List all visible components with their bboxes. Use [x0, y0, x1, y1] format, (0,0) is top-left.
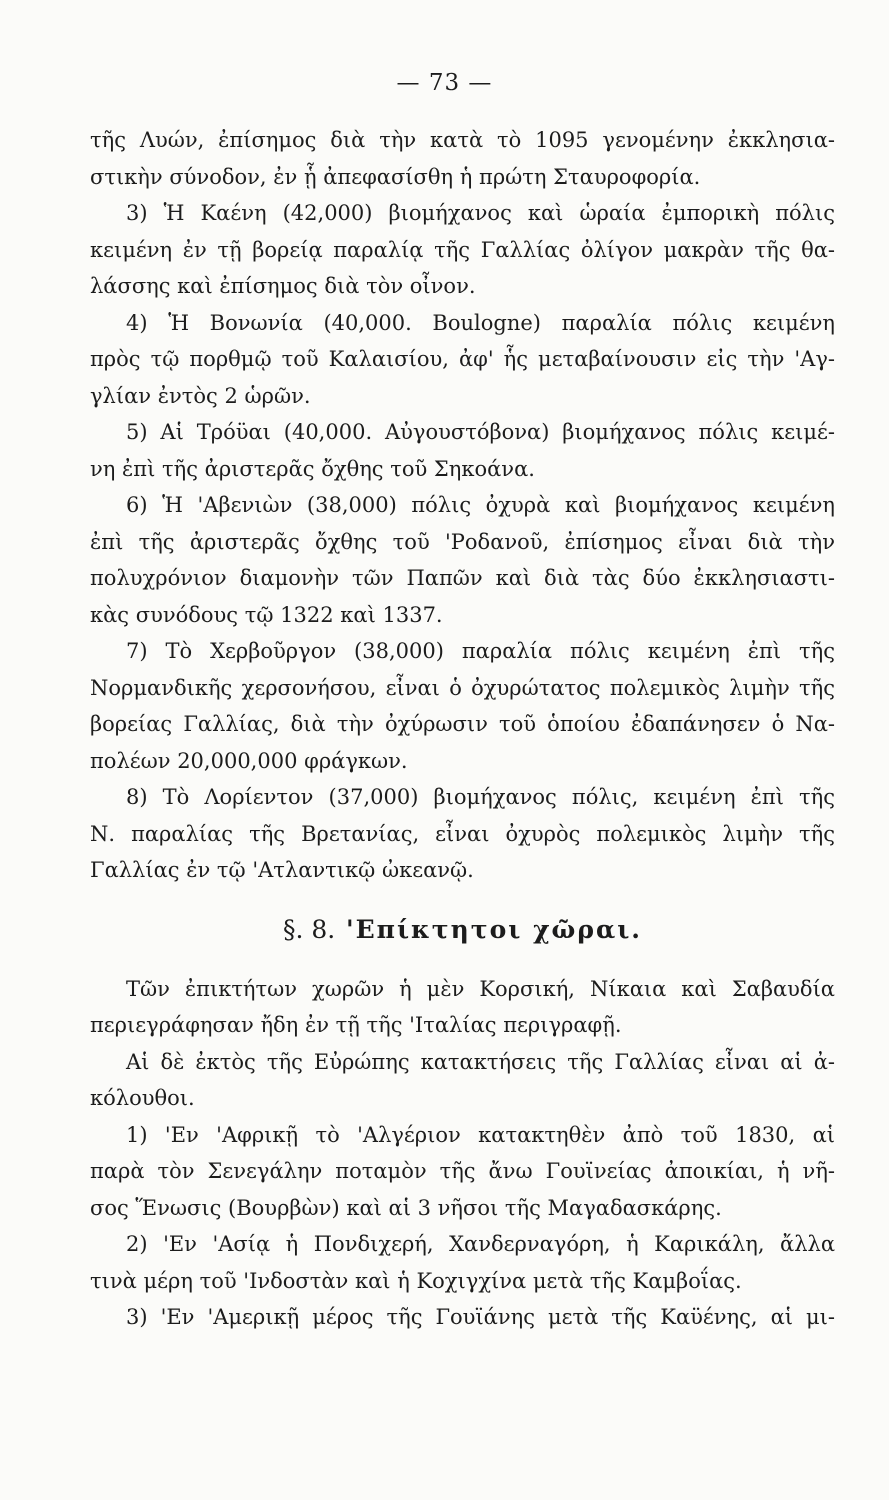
- list-item-america: [90, 1299, 835, 1336]
- text-line: Γαλλίας ἐν τῷ 'Ατλαντικῷ ὠκεανῷ.: [90, 858, 474, 882]
- text-line: σος Ἕνωσις (Βουρβὼν) καὶ αἱ 3 νῆσοι τῆς Μαγαδασκάρης.: [90, 1195, 722, 1220]
- text-line: παρὰ τὸν Σενεγάλην ποταμὸν τῆς ἄνω Γουϊνείας ἀποικίαι, ἡ νῆ-: [90, 1159, 835, 1183]
- text-line: πρὸς τῷ πορθμῷ τοῦ Καλαισίου, ἀφ' ἧς μεταβαίνουσιν εἰς τὴν 'Αγ-: [90, 347, 835, 371]
- paragraph-overseas-conquests: [90, 1044, 835, 1117]
- text-line: 3) 'Εν 'Αμερικῇ μέρος τῆς Γουϊάνης μετὰ τῆς Καϋένης, αἱ μι-: [126, 1305, 835, 1329]
- text-line: βορείας Γαλλίας, διὰ τὴν ὀχύρωσιν τοῦ ὁποίου ἐδαπάνησεν ὁ Να-: [90, 712, 835, 736]
- paragraph-lyon: [90, 122, 835, 195]
- list-item-avignon: [90, 487, 835, 633]
- text-line: 2) 'Εν 'Ασίᾳ ἡ Πονδιχερή, Χανδερναγόρη, ἡ Καρικάλη, ἄλλα: [126, 1232, 835, 1256]
- list-item-cherbourg: [90, 633, 835, 779]
- text-line: λάσσης καὶ ἐπίσημος διὰ τὸν οἶνον.: [90, 274, 476, 298]
- text-line: νη ἐπὶ τῆς ἀριστερᾶς ὄχθης τοῦ Σηκοάνα.: [90, 456, 535, 481]
- text-line: στικὴν σύνοδον, ἐν ᾗ ἀπεφασίσθη ἡ πρώτη Σταυροφορία.: [90, 164, 701, 189]
- text-line: περιεγράφησαν ἤδη ἐν τῇ τῆς 'Ιταλίας περιγραφῇ.: [90, 1013, 622, 1037]
- page-body: [90, 122, 835, 1336]
- text-line: ἐπὶ τῆς ἀριστερᾶς ὄχθης τοῦ 'Ροδανοῦ, ἐπίσημος εἶναι διὰ τὴν: [90, 529, 835, 554]
- text-line: Αἱ δὲ ἐκτὸς τῆς Εὐρώπης κατακτήσεις τῆς Γαλλίας εἶναι αἱ ἀ-: [126, 1049, 835, 1074]
- text-line: 4) Ἡ Βονωνία (40,000. Boulogne) παραλία πόλις κειμένη: [126, 310, 835, 335]
- text-line: Ν. παραλίας τῆς Βρετανίας, εἶναι ὀχυρὸς πολεμικὸς λιμὴν τῆς: [90, 821, 835, 846]
- list-item-troyes: [90, 414, 835, 487]
- list-item-caen: [90, 195, 835, 305]
- text-line: κειμένη ἐν τῇ βορείᾳ παραλίᾳ τῆς Γαλλίας ὀλίγον μακρὰν τῆς θα-: [90, 237, 835, 262]
- text-line: 5) Αἱ Τρόϋαι (40,000. Αὐγουστόβονα) βιομήχανος πόλις κειμέ-: [126, 420, 835, 444]
- text-line: γλίαν ἐντὸς 2 ὡρῶν.: [90, 383, 311, 408]
- text-line: 7) Τὸ Χερβοῦργον (38,000) παραλία πόλις κειμένη ἐπὶ τῆς: [126, 639, 835, 663]
- text-line: 8) Τὸ Λορίεντον (37,000) βιομήχανος πόλις, κειμένη ἐπὶ τῆς: [126, 785, 835, 809]
- text-line: 6) Ἡ 'Αβενιὼν (38,000) πόλις ὀχυρὰ καὶ βιομήχανος κειμένη: [126, 493, 835, 517]
- list-item-africa: [90, 1117, 835, 1227]
- text-line: τῆς Λυών, ἐπίσημος διὰ τὴν κατὰ τὸ 1095 γενομένην ἐκκλησια-: [90, 128, 835, 152]
- text-line: Τῶν ἐπικτήτων χωρῶν ἡ μὲν Κορσική, Νίκαια καὶ Σαβαυδία: [126, 976, 835, 1001]
- text-line: 3) Ἡ Καένη (42,000) βιομήχανος καὶ ὡραία ἐμπορικὴ πόλις: [126, 201, 835, 225]
- text-line: κὰς συνόδους τῷ 1322 καὶ 1337.: [90, 602, 443, 627]
- paragraph-acquired-territories: [90, 971, 835, 1044]
- text-line: 1) 'Εν 'Αφρικῇ τὸ 'Αλγέριον κατακτηθὲν ἀπὸ τοῦ 1830, αἱ: [126, 1122, 835, 1147]
- section-number: §. 8.: [282, 914, 336, 944]
- section-heading: [90, 889, 835, 971]
- text-line: Νορμανδικῆς χερσονήσου, εἶναι ὁ ὀχυρώτατος πολεμικὸς λιμὴν τῆς: [90, 675, 835, 700]
- text-line: κόλουθοι.: [90, 1086, 195, 1110]
- text-line: τινὰ μέρη τοῦ 'Ινδοστὰν καὶ ἡ Κοχιγχίνα μετὰ τῆς Καμβοΐας.: [90, 1268, 742, 1293]
- page-number: — 73 —: [396, 70, 493, 96]
- list-item-boulogne: [90, 305, 835, 415]
- list-item-lorient: [90, 779, 835, 889]
- text-line: πολέων 20,000,000 φράγκων.: [90, 748, 408, 773]
- text-line: πολυχρόνιον διαμονὴν τῶν Παπῶν καὶ διὰ τὰς δύο ἐκκλησιαστι-: [90, 566, 835, 590]
- section-title: 'Επίκτητοι χῶραι.: [345, 914, 643, 944]
- list-item-asia: [90, 1226, 835, 1299]
